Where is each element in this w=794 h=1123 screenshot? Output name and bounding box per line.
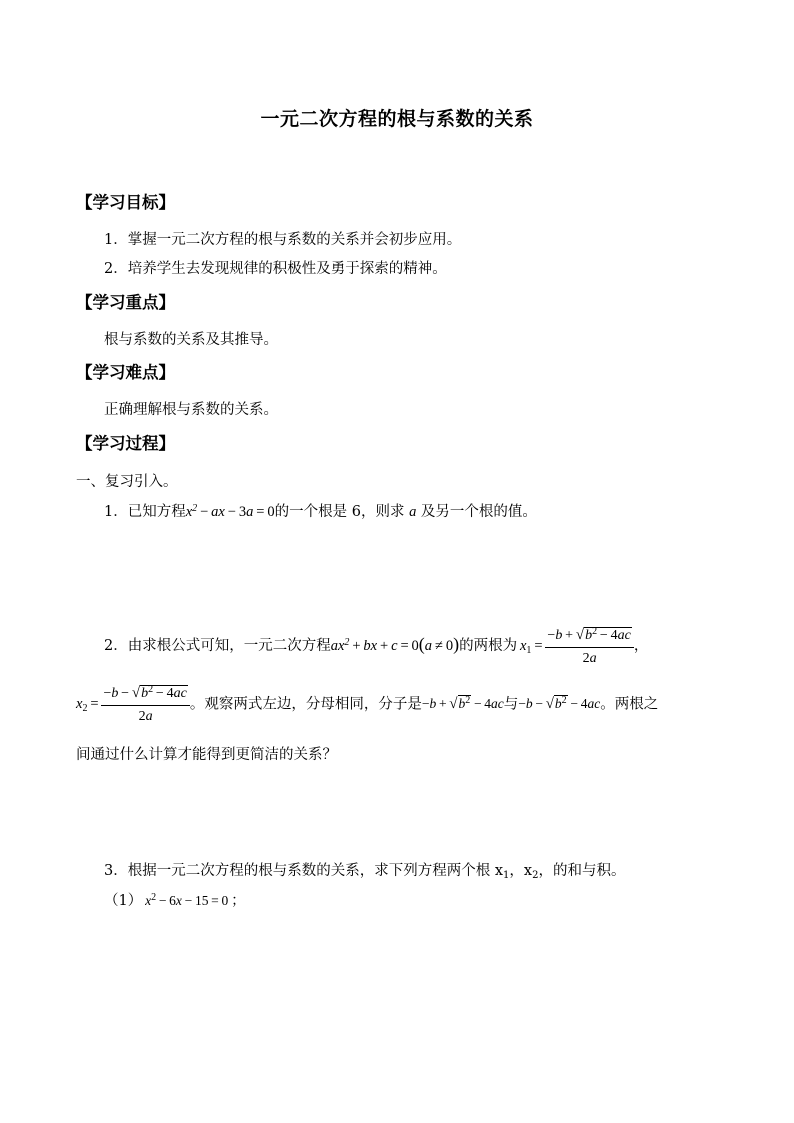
- root-x1-formula: $x_1$ = $\frac{-b + √b^2 - 4ac}{2a}$: [520, 638, 634, 654]
- question-2-equation: $ax^2$ + bx + c = 0(a ≠ 0): [330, 634, 460, 654]
- question-2-observation-end: 。两根之: [600, 696, 659, 713]
- section-heading-difficulty: 【学习难点】: [76, 363, 175, 382]
- question-2-mid: 的两根为: [459, 638, 518, 654]
- question-1-prefix: 1．已知方程: [104, 504, 186, 520]
- question-3-item-1-end: ；: [231, 893, 246, 909]
- question-3-text-b: ，x: [509, 863, 533, 879]
- question-1-equation: $x^2$ − ax − 3a = 0: [185, 503, 275, 520]
- question-1: [104, 501, 537, 523]
- goal-item-1: 1．掌握一元二次方程的根与系数的关系并会初步应用。: [104, 232, 462, 248]
- question-1-suffix: 及另一个根的值。: [420, 504, 537, 520]
- goal-item-2: 2．培养学生去发现规律的积极性及勇于探索的精神。: [104, 261, 447, 277]
- question-3: [104, 860, 625, 882]
- question-2-observation: 。观察两式左边，分母相同，分子是: [189, 696, 422, 713]
- question-2-prefix: 2．由求根公式可知，一元二次方程: [104, 638, 331, 654]
- question-3-item-1: [104, 890, 246, 912]
- section-heading-process: 【学习过程】: [76, 434, 175, 453]
- question-1-mid: 的一个根是 6，则求: [274, 504, 405, 520]
- question-2-line-3: 间通过什么计算才能得到更简洁的关系？: [76, 747, 337, 763]
- part-1-heading: 一、复习引入。: [76, 474, 178, 490]
- section-heading-key: 【学习重点】: [76, 293, 175, 312]
- numerator-expression-2: $-b - √b^2 - 4ac$: [518, 695, 601, 713]
- page-title: 一元二次方程的根与系数的关系: [260, 108, 534, 130]
- difficulty-text: 正确理解根与系数的关系。: [104, 402, 278, 418]
- question-2-line-1: 2．由求根公式可知，一元二次方程$ax^2$ + bx + c = 0(a ≠ 0)的两根为 $x_1$ = $\frac{-b + √b^2 - 4ac}{2a}$ ，: [104, 625, 649, 666]
- question-3-item-1-label: （1）: [104, 893, 143, 909]
- question-2-conjunction: 与: [503, 696, 519, 713]
- question-3-item-1-equation: $x^2 - 6x - 15 = 0$: [145, 892, 229, 908]
- section-heading-goals: 【学习目标】: [76, 193, 175, 212]
- question-3-text-c: ，的和与积。: [538, 863, 626, 879]
- question-3-sub-2: 2: [532, 870, 539, 881]
- question-3-text-a: 3．根据一元二次方程的根与系数的关系，求下列方程两个根 x: [104, 863, 504, 879]
- question-2-line-2: [76, 684, 658, 726]
- numerator-expression-1: $-b + √b^2 - 4ac$: [421, 695, 504, 713]
- question-3-sub-1: 1: [503, 870, 510, 881]
- question-1-var: a: [409, 504, 417, 520]
- key-point-text: 根与系数的关系及其推导。: [104, 332, 278, 348]
- root-x2-formula: $x_2$ = $\frac{-b - √b^2 - 4ac}{2a}$: [76, 696, 190, 712]
